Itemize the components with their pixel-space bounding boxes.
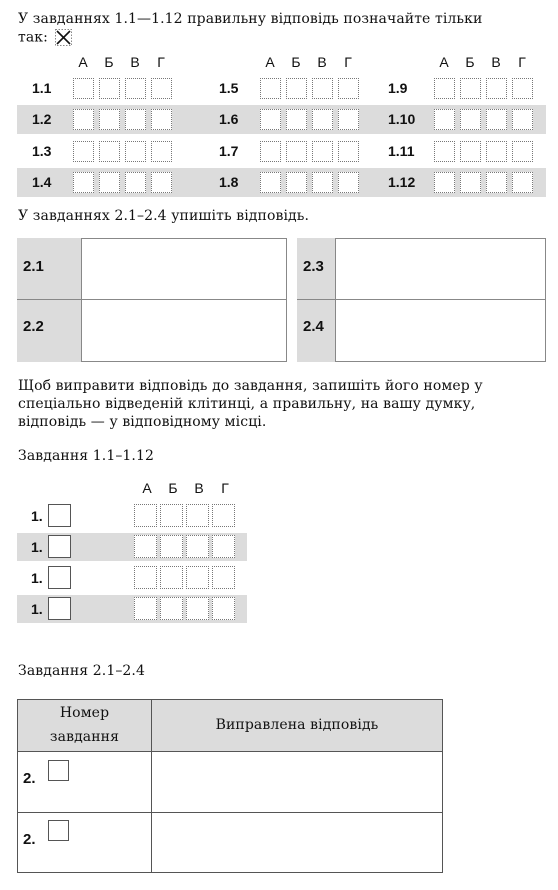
correction-instruction-line: спеціально відведеній клітинці, а правильну, на вашу думку, bbox=[18, 396, 476, 412]
answer-checkbox[interactable] bbox=[134, 535, 157, 558]
open-answer-number: 2.2 bbox=[23, 318, 44, 335]
answer-checkbox[interactable] bbox=[134, 597, 157, 620]
task-number-input[interactable] bbox=[48, 597, 71, 620]
open-answer-field-2-4[interactable] bbox=[337, 300, 545, 361]
answer-letter-header: Б bbox=[465, 54, 475, 70]
question-number: 1.5 bbox=[219, 80, 239, 96]
answer-letter-header: Б bbox=[291, 54, 301, 70]
answer-checkbox[interactable] bbox=[486, 172, 507, 193]
answer-checkbox[interactable] bbox=[73, 109, 94, 130]
table-header-corrected-answer: Виправлена відповідь bbox=[215, 717, 379, 733]
answer-checkbox[interactable] bbox=[186, 566, 209, 589]
answer-checkbox[interactable] bbox=[160, 566, 183, 589]
correction-row-prefix: 1. bbox=[31, 539, 43, 555]
question-number: 1.8 bbox=[219, 174, 239, 190]
task-number-input[interactable] bbox=[48, 760, 69, 781]
question-number: 1.10 bbox=[388, 111, 416, 127]
task-number-input[interactable] bbox=[48, 504, 71, 527]
answer-checkbox[interactable] bbox=[338, 78, 359, 99]
answer-checkbox[interactable] bbox=[99, 78, 120, 99]
answer-checkbox[interactable] bbox=[486, 141, 507, 162]
open-answer-number: 2.3 bbox=[303, 258, 324, 275]
answer-checkbox[interactable] bbox=[286, 172, 307, 193]
answer-checkbox[interactable] bbox=[512, 141, 533, 162]
answer-checkbox[interactable] bbox=[125, 78, 146, 99]
open-answer-number: 2.4 bbox=[303, 318, 324, 335]
answer-letter-header: В bbox=[194, 480, 204, 496]
answer-checkbox[interactable] bbox=[260, 141, 281, 162]
answer-checkbox[interactable] bbox=[312, 78, 333, 99]
answer-checkbox[interactable] bbox=[434, 172, 455, 193]
answer-checkbox[interactable] bbox=[512, 78, 533, 99]
answer-checkbox[interactable] bbox=[312, 109, 333, 130]
answer-checkbox[interactable] bbox=[434, 109, 455, 130]
section-title-corrections-2: Завдання 2.1–2.4 bbox=[18, 663, 145, 679]
open-answer-field-2-2[interactable] bbox=[83, 300, 286, 361]
answer-checkbox[interactable] bbox=[434, 141, 455, 162]
answer-letter-header: А bbox=[142, 480, 152, 496]
answer-checkbox[interactable] bbox=[260, 109, 281, 130]
open-answer-field-2-3[interactable] bbox=[337, 239, 545, 299]
answer-letter-header: В bbox=[317, 54, 327, 70]
answer-checkbox[interactable] bbox=[338, 141, 359, 162]
table-header-number-line1: Номер bbox=[59, 705, 110, 721]
answer-checkbox[interactable] bbox=[338, 109, 359, 130]
instruction-example-label: так: bbox=[18, 29, 48, 46]
answer-checkbox[interactable] bbox=[99, 109, 120, 130]
answer-checkbox[interactable] bbox=[286, 109, 307, 130]
answer-checkbox[interactable] bbox=[73, 78, 94, 99]
answer-checkbox[interactable] bbox=[212, 566, 235, 589]
answer-checkbox[interactable] bbox=[460, 172, 481, 193]
question-number: 1.4 bbox=[32, 174, 52, 190]
answer-checkbox[interactable] bbox=[160, 535, 183, 558]
correction-instruction-line: Щоб виправити відповідь до завдання, запишіть його номер у bbox=[18, 378, 483, 394]
answer-checkbox[interactable] bbox=[460, 78, 481, 99]
correction-row-prefix: 1. bbox=[31, 601, 43, 617]
answer-checkbox[interactable] bbox=[460, 141, 481, 162]
correction-row-prefix: 1. bbox=[31, 508, 43, 524]
answer-checkbox[interactable] bbox=[125, 141, 146, 162]
task-number-input[interactable] bbox=[48, 535, 71, 558]
answer-checkbox[interactable] bbox=[286, 141, 307, 162]
correction-row-prefix: 1. bbox=[31, 570, 43, 586]
answer-checkbox[interactable] bbox=[260, 172, 281, 193]
open-answer-field-2-1[interactable] bbox=[83, 239, 286, 299]
answer-checkbox[interactable] bbox=[212, 535, 235, 558]
answer-checkbox[interactable] bbox=[151, 109, 172, 130]
answer-checkbox[interactable] bbox=[134, 504, 157, 527]
section-title-corrections-1: Завдання 1.1–1.12 bbox=[18, 448, 154, 464]
correction-instruction-line: відповідь — у відповідному місці. bbox=[18, 414, 267, 430]
answer-checkbox[interactable] bbox=[212, 597, 235, 620]
answer-letter-header: Г bbox=[344, 54, 352, 70]
answer-checkbox[interactable] bbox=[186, 504, 209, 527]
answer-checkbox[interactable] bbox=[486, 78, 507, 99]
answer-letter-header: Б bbox=[104, 54, 114, 70]
table-row-prefix: 2. bbox=[23, 770, 36, 787]
instruction-line-1: У завданнях 1.1—1.12 правильну відповідь позначайте тільки bbox=[18, 11, 483, 27]
task-number-input[interactable] bbox=[48, 820, 69, 841]
answer-letter-header: А bbox=[265, 54, 275, 70]
corrected-answer-field[interactable] bbox=[153, 753, 441, 811]
answer-checkbox[interactable] bbox=[151, 141, 172, 162]
answer-checkbox[interactable] bbox=[512, 109, 533, 130]
answer-letter-header: В bbox=[491, 54, 501, 70]
answer-checkbox[interactable] bbox=[134, 566, 157, 589]
answer-checkbox[interactable] bbox=[73, 172, 94, 193]
answer-checkbox[interactable] bbox=[99, 172, 120, 193]
x-in-box-icon bbox=[55, 29, 72, 46]
corrected-answer-field[interactable] bbox=[153, 814, 441, 872]
answer-checkbox[interactable] bbox=[338, 172, 359, 193]
answer-checkbox[interactable] bbox=[512, 172, 533, 193]
table-row-prefix: 2. bbox=[23, 831, 36, 848]
question-number: 1.7 bbox=[219, 143, 239, 159]
question-number: 1.2 bbox=[32, 111, 52, 127]
task-number-input[interactable] bbox=[48, 566, 71, 589]
answer-checkbox[interactable] bbox=[286, 78, 307, 99]
answer-checkbox[interactable] bbox=[486, 109, 507, 130]
answer-checkbox[interactable] bbox=[73, 141, 94, 162]
answer-checkbox[interactable] bbox=[186, 535, 209, 558]
answer-checkbox[interactable] bbox=[434, 78, 455, 99]
question-number: 1.1 bbox=[32, 80, 52, 96]
answer-checkbox[interactable] bbox=[160, 597, 183, 620]
table-header-number-line2: завдання bbox=[49, 729, 120, 745]
answer-checkbox[interactable] bbox=[186, 597, 209, 620]
answer-checkbox[interactable] bbox=[151, 172, 172, 193]
answer-letter-header: Г bbox=[157, 54, 165, 70]
answer-letter-header: А bbox=[439, 54, 449, 70]
answer-checkbox[interactable] bbox=[212, 504, 235, 527]
answer-checkbox[interactable] bbox=[160, 504, 183, 527]
answer-letter-header: Г bbox=[221, 480, 229, 496]
answer-letter-header: Г bbox=[518, 54, 526, 70]
answer-checkbox[interactable] bbox=[125, 172, 146, 193]
question-number: 1.3 bbox=[32, 143, 52, 159]
answer-checkbox[interactable] bbox=[99, 141, 120, 162]
instruction-open-answers: У завданнях 2.1–2.4 упишіть відповідь. bbox=[18, 208, 310, 224]
answer-checkbox[interactable] bbox=[151, 78, 172, 99]
answer-checkbox[interactable] bbox=[312, 141, 333, 162]
answer-checkbox[interactable] bbox=[460, 109, 481, 130]
answer-letter-header: А bbox=[78, 54, 88, 70]
answer-checkbox[interactable] bbox=[312, 172, 333, 193]
answer-letter-header: В bbox=[130, 54, 140, 70]
answer-letter-header: Б bbox=[168, 480, 178, 496]
instruction-line-2 bbox=[18, 29, 72, 47]
question-number: 1.6 bbox=[219, 111, 239, 127]
question-number: 1.9 bbox=[388, 80, 408, 96]
answer-checkbox[interactable] bbox=[125, 109, 146, 130]
question-number: 1.11 bbox=[388, 143, 415, 159]
answer-checkbox[interactable] bbox=[260, 78, 281, 99]
question-number: 1.12 bbox=[388, 174, 416, 190]
open-answer-number: 2.1 bbox=[23, 258, 44, 275]
